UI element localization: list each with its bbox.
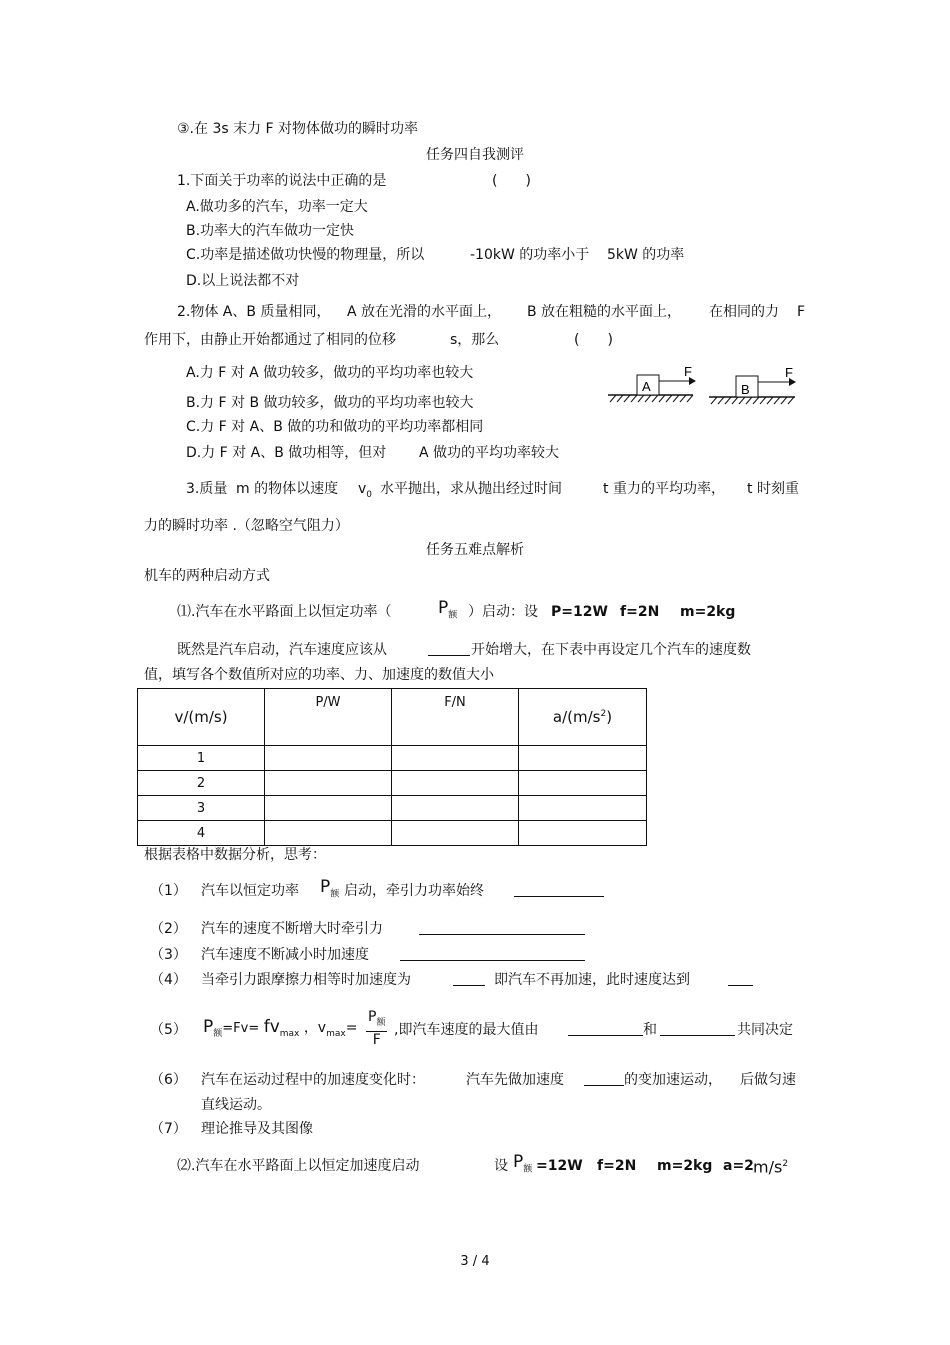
fill-blank[interactable] bbox=[584, 1071, 624, 1086]
block-a-figure bbox=[608, 364, 696, 402]
item2-number: （2） bbox=[150, 921, 187, 937]
analysis-prompt: 根据表格中数据分析，思考： bbox=[144, 847, 326, 863]
cell-velocity: 4 bbox=[138, 821, 265, 846]
cell-power[interactable] bbox=[265, 821, 392, 846]
p2-part-a: 既然是汽车启动，汽车速度应该从 bbox=[177, 642, 387, 658]
fill-blank[interactable] bbox=[514, 882, 604, 897]
fill-blank[interactable] bbox=[728, 971, 753, 986]
item3-blank bbox=[400, 946, 585, 966]
line-q3-power: ③.在 3s 末力 F 对物体做功的瞬时功率 bbox=[177, 121, 419, 137]
p2-part-b: 开始增大，在下表中再设定几个汽车的速度数 bbox=[471, 642, 751, 658]
q2-line1-b: A 放在光滑的水平面上， bbox=[347, 304, 502, 320]
cell-velocity: 3 bbox=[138, 796, 265, 821]
item1-power-symbol bbox=[320, 878, 339, 903]
header-velocity: v/(m/s) bbox=[138, 689, 265, 746]
item4-text-a: 当牵引力跟摩擦力相等时加速度为 bbox=[201, 972, 411, 988]
cell-force[interactable] bbox=[392, 771, 519, 796]
q1-option-c-part3: 5kW 的功率 bbox=[607, 247, 685, 263]
p1-power-value: P=12W bbox=[551, 604, 608, 620]
item5-text-b: 和 bbox=[643, 1022, 657, 1038]
p3-mass-value: m=2kg bbox=[657, 1158, 713, 1174]
item1-P: P bbox=[320, 877, 331, 897]
q2-option-b: B.力 F 对 B 做功较多，做功的平均功率也较大 bbox=[186, 395, 474, 411]
cell-acceleration[interactable] bbox=[519, 821, 647, 846]
cell-force[interactable] bbox=[392, 821, 519, 846]
table-row bbox=[138, 771, 647, 796]
header-power: P/W bbox=[265, 689, 392, 746]
q3-part-e: t 时刻重 bbox=[747, 481, 799, 497]
item6-blank bbox=[584, 1071, 624, 1091]
item5-num-P: P bbox=[368, 1009, 377, 1025]
q2-line2-b: s，那么 bbox=[450, 332, 500, 348]
item5-P-sub: 额 bbox=[213, 1028, 223, 1039]
p3-part-b: 设 bbox=[494, 1158, 508, 1174]
item5-fv-sub: max bbox=[279, 1028, 300, 1039]
item6-text-b: 汽车先做加速度 bbox=[466, 1072, 564, 1088]
fill-blank[interactable] bbox=[568, 1021, 643, 1036]
item5-vmax: ，v bbox=[303, 1020, 327, 1036]
p1-power-symbol bbox=[438, 599, 457, 624]
item4-number: （4） bbox=[150, 972, 187, 988]
block-b-label: B bbox=[741, 382, 750, 397]
q2-force-diagram bbox=[605, 364, 805, 408]
fill-blank bbox=[428, 641, 470, 656]
item1-text-a: 汽车以恒定功率 bbox=[201, 883, 299, 899]
item5-fraction-expr bbox=[366, 1009, 387, 1048]
p3-P-sub: 额 bbox=[523, 1164, 533, 1175]
item5-fv: fv bbox=[263, 1017, 280, 1037]
q3-v-symbol: v bbox=[358, 481, 367, 497]
item5-eq2: = bbox=[345, 1020, 358, 1036]
q2-line1-d: 在相同的力 bbox=[709, 304, 779, 320]
page-number: 3 / 4 bbox=[460, 1254, 490, 1269]
item6-text-c: 的变加速运动， bbox=[624, 1072, 722, 1088]
item2-blank bbox=[419, 920, 585, 940]
p3-part-a: ⑵.汽车在水平路面上以恒定加速度启动 bbox=[177, 1158, 420, 1174]
p1-part-a: ⑴.汽车在水平路面上以恒定功率（ bbox=[177, 604, 392, 620]
cell-force[interactable] bbox=[392, 746, 519, 771]
q3-v-subscript: 0 bbox=[366, 489, 373, 500]
header-acc-unit: a/(m/s bbox=[552, 708, 601, 726]
p3-power-symbol bbox=[513, 1153, 532, 1178]
q2-option-d: D.力 F 对 A、B 做功相等，但对 bbox=[186, 445, 387, 461]
q2-answer-paren: ( ) bbox=[574, 332, 613, 348]
item7-number: （7） bbox=[150, 1121, 187, 1137]
p3-unit: m/s bbox=[753, 1157, 783, 1177]
item1-text-b: 启动，牵引力功率始终 bbox=[344, 883, 484, 899]
q3-part-d: t 重力的平均功率， bbox=[603, 481, 725, 497]
p2-line2: 值，填写各个数值所对应的功率、力、加速度的数值大小 bbox=[144, 667, 494, 683]
q2-line2-a: 作用下，由静止开始都通过了相同的位移 bbox=[144, 332, 396, 348]
cell-power[interactable] bbox=[265, 771, 392, 796]
p1-friction-value: f=2N bbox=[620, 604, 660, 620]
q3-part-a: 3.质量 bbox=[186, 481, 228, 497]
p1-mass-value: m=2kg bbox=[680, 604, 736, 620]
fill-blank[interactable] bbox=[419, 920, 585, 935]
item5-num-sub: 额 bbox=[376, 1017, 386, 1028]
item6-number: （6） bbox=[150, 1072, 187, 1088]
item4-blank-2 bbox=[728, 971, 753, 991]
p1-P: P bbox=[438, 598, 449, 618]
fill-blank[interactable] bbox=[453, 971, 485, 986]
cell-power[interactable] bbox=[265, 746, 392, 771]
block-a-label: A bbox=[642, 379, 651, 394]
q2-option-c: C.力 F 对 A、B 做的功和做功的平均功率都相同 bbox=[186, 419, 484, 435]
q2-option-a: A.力 F 对 A 做功较多，做功的平均功率也较大 bbox=[186, 365, 474, 381]
section-title-task5: 任务五难点解析 bbox=[426, 542, 524, 558]
header-force: F/N bbox=[392, 689, 519, 746]
table-row bbox=[138, 796, 647, 821]
data-table bbox=[137, 688, 647, 846]
item4-blank-1 bbox=[453, 971, 485, 991]
item1-P-sub: 额 bbox=[330, 889, 340, 900]
force-b-label: F bbox=[785, 365, 793, 380]
p2-blank bbox=[428, 641, 470, 661]
q1-option-b: B.功率大的汽车做功一定快 bbox=[186, 223, 355, 239]
item2-text: 汽车的速度不断增大时牵引力 bbox=[201, 921, 383, 937]
item5-fraction bbox=[366, 1009, 387, 1048]
item5-blank-1 bbox=[568, 1021, 643, 1041]
q1-option-c-part1: C.功率是描述做功快慢的物理量，所以 bbox=[186, 247, 425, 263]
item5-text-c: 共同决定 bbox=[737, 1022, 793, 1038]
q3-part-c: 水平抛出，求从抛出经过时间 bbox=[380, 481, 562, 497]
cell-acceleration[interactable] bbox=[519, 746, 647, 771]
q1-option-c-part2: -10kW 的功率小于 bbox=[470, 247, 590, 263]
q1-option-c bbox=[186, 246, 424, 264]
item4-text-b: 即汽车不再加速，此时速度达到 bbox=[494, 972, 690, 988]
table-row bbox=[138, 746, 647, 771]
q1-option-d: D.以上说法都不对 bbox=[186, 273, 300, 289]
item5-blank-2 bbox=[660, 1021, 735, 1041]
item3-text: 汽车速度不断减小时加速度 bbox=[201, 947, 369, 963]
item6-text-d: 后做匀速 bbox=[740, 1072, 796, 1088]
block-b-figure bbox=[709, 365, 796, 404]
item5-eq1: =Fv= bbox=[222, 1021, 260, 1036]
header-acc-sup: 2 bbox=[600, 709, 607, 719]
q2-line1-c: B 放在粗糙的水平面上， bbox=[527, 304, 682, 320]
cell-power[interactable] bbox=[265, 796, 392, 821]
item5-vmax-sub: max bbox=[326, 1028, 346, 1039]
cell-velocity: 1 bbox=[138, 746, 265, 771]
p3-accel-value: a=2 bbox=[723, 1158, 754, 1174]
section-title-task4: 任务四自我测评 bbox=[426, 147, 524, 163]
cell-acceleration[interactable] bbox=[519, 796, 647, 821]
subsection-title: 机车的两种启动方式 bbox=[144, 568, 270, 584]
table-header-row bbox=[138, 689, 647, 746]
item6-text-a: 汽车在运动过程中的加速度变化时： bbox=[201, 1072, 425, 1088]
table-row bbox=[138, 821, 647, 846]
q2-line1-e: F bbox=[797, 304, 806, 320]
p3-power-value: =12W bbox=[536, 1158, 583, 1174]
item5-denominator: F bbox=[372, 1031, 381, 1048]
header-acc-close: ) bbox=[606, 708, 613, 726]
q3-line2: 力的瞬时功率 .（忽略空气阻力） bbox=[144, 518, 349, 534]
header-acceleration bbox=[519, 689, 647, 746]
fill-blank[interactable] bbox=[400, 946, 585, 961]
cell-force[interactable] bbox=[392, 796, 519, 821]
p3-accel-unit bbox=[753, 1155, 788, 1176]
item3-number: （3） bbox=[150, 947, 187, 963]
item5-text-a: ,即汽车速度的最大值由 bbox=[394, 1022, 539, 1038]
cell-acceleration[interactable] bbox=[519, 771, 647, 796]
q1-stem: 1.下面关于功率的说法中正确的是 bbox=[177, 173, 387, 189]
item5-numerator bbox=[366, 1009, 387, 1032]
item5-number: （5） bbox=[150, 1022, 187, 1038]
q3-part-b: m 的物体以速度 bbox=[236, 481, 339, 497]
item1-blank bbox=[514, 882, 604, 902]
item5-formula bbox=[203, 1018, 357, 1043]
item6-line2: 直线运动。 bbox=[201, 1097, 271, 1113]
p3-P: P bbox=[513, 1152, 524, 1172]
q3-velocity bbox=[358, 480, 372, 504]
q1-option-a: A.做功多的汽车，功率一定大 bbox=[186, 199, 368, 215]
item7-text: 理论推导及其图像 bbox=[201, 1121, 313, 1137]
force-a-label: F bbox=[684, 364, 692, 379]
q1-answer-paren: ( ) bbox=[492, 173, 531, 189]
p1-part-b: ）启动：设 bbox=[468, 604, 538, 620]
p3-friction-value: f=2N bbox=[597, 1158, 637, 1174]
p1-P-sub: 额 bbox=[448, 610, 458, 621]
item5-P: P bbox=[203, 1017, 214, 1037]
cell-velocity: 2 bbox=[138, 771, 265, 796]
p3-unit-sup: 2 bbox=[782, 1159, 789, 1169]
q2-line1-a: 2.物体 A、B 质量相同， bbox=[177, 304, 331, 320]
fill-blank[interactable] bbox=[660, 1021, 735, 1036]
item1-number: （1） bbox=[150, 883, 187, 899]
q2-option-d-part2: A 做功的平均功率较大 bbox=[419, 445, 560, 461]
